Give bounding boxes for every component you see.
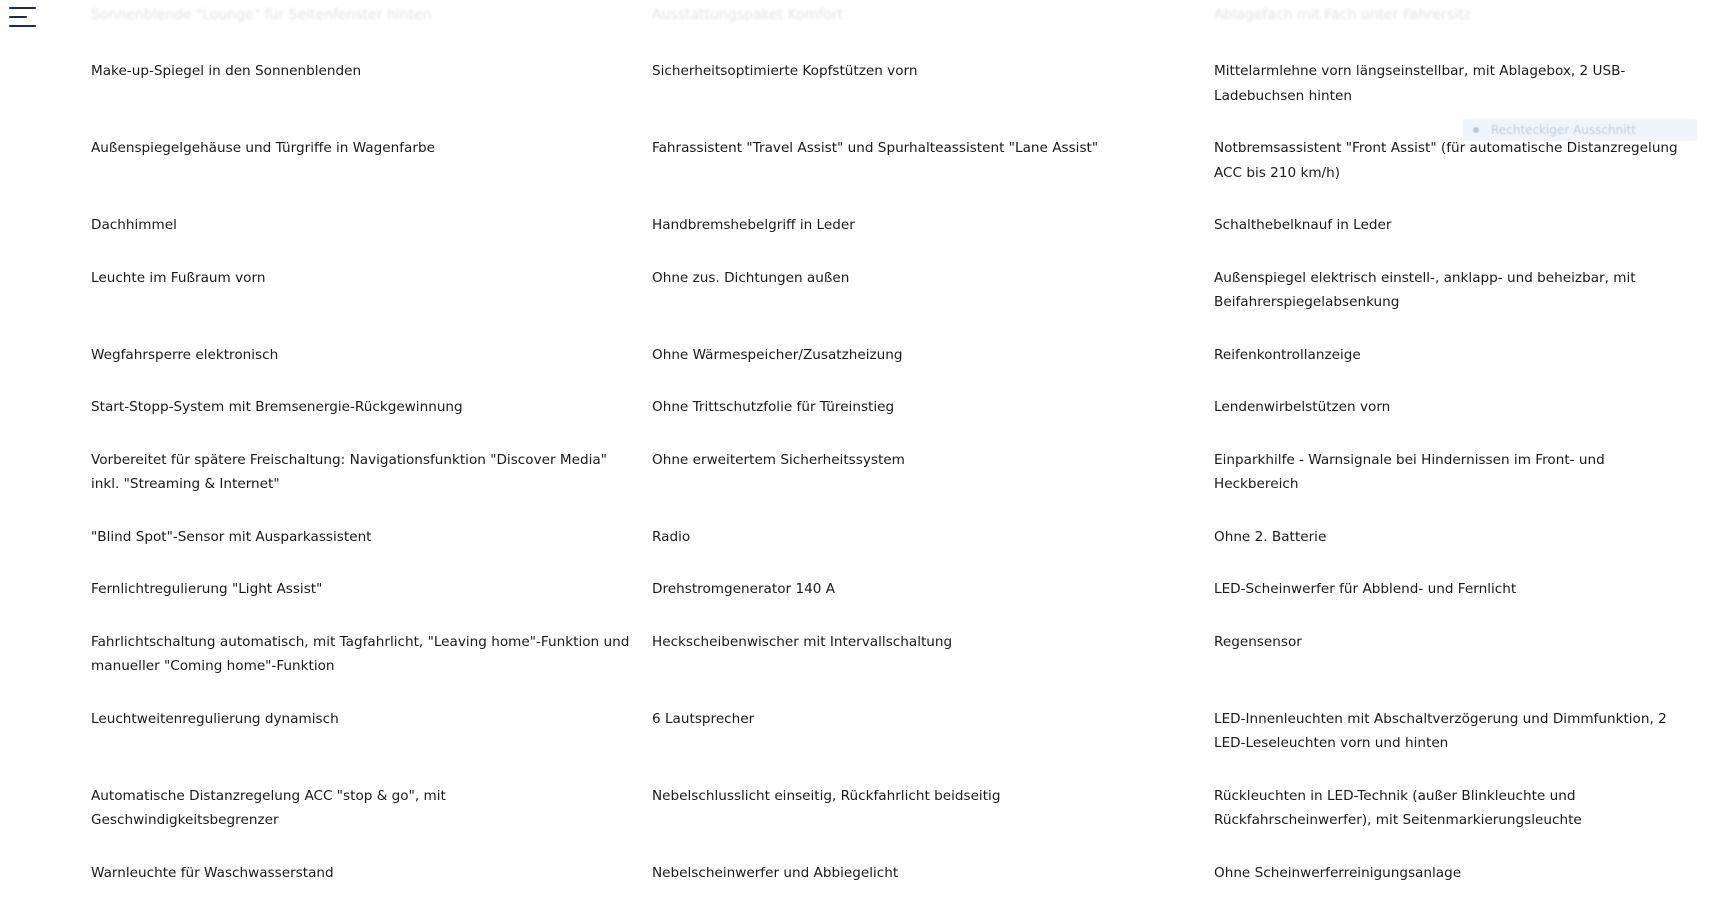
equipment-item: Drehstromgenerator 140 A <box>652 577 1214 630</box>
equipment-row <box>91 343 1691 396</box>
equipment-row <box>91 448 1691 525</box>
equipment-item: Außenspiegel elektrisch einstell-, anklapp- und beheizbar, mit Beifahrerspiegelabsenkung <box>1214 266 1691 343</box>
equipment-item: Fahrassistent "Travel Assist" und Spurhalteassistent "Lane Assist" <box>652 136 1214 213</box>
equipment-item: Dachhimmel <box>91 213 652 266</box>
equipment-item: Leuchtweitenregulierung dynamisch <box>91 707 652 784</box>
equipment-row <box>91 59 1691 136</box>
equipment-row <box>91 577 1691 630</box>
equipment-item: Sicherheitsoptimierte Kopfstützen vorn <box>652 59 1214 136</box>
equipment-item: Regensensor <box>1214 630 1691 707</box>
equipment-item: "Blind Spot"-Sensor mit Ausparkassistent <box>91 525 652 578</box>
equipment-item: Fahrlichtschaltung automatisch, mit Tagfahrlicht, "Leaving home"-Funktion und manueller "Coming home"-Funktion <box>91 630 652 707</box>
equipment-item: LED-Innenleuchten mit Abschaltverzögerung und Dimmfunktion, 2 LED-Leseleuchten vorn und hinten <box>1214 707 1691 784</box>
equipment-item: Schalthebelknauf in Leder <box>1214 213 1691 266</box>
equipment-row <box>91 395 1691 448</box>
equipment-row <box>91 784 1691 861</box>
equipment-item: Start-Stopp-System mit Bremsenergie-Rückgewinnung <box>91 395 652 448</box>
equipment-item: Leuchte im Fußraum vorn <box>91 266 652 343</box>
faded-header-col2: Ausstattungspaket Komfort <box>652 7 843 23</box>
equipment-item: Handbremshebelgriff in Leder <box>652 213 1214 266</box>
equipment-item: Ohne Trittschutzfolie für Türeinstieg <box>652 395 1214 448</box>
equipment-item: Ohne 2. Batterie <box>1214 525 1691 578</box>
equipment-item: Mittelarmlehne vorn längseinstellbar, mit Ablagebox, 2 USB-Ladebuchsen hinten <box>1214 59 1691 136</box>
equipment-item: Nebelschlusslicht einseitig, Rückfahrlicht beidseitig <box>652 784 1214 861</box>
equipment-item: Ohne zus. Dichtungen außen <box>652 266 1214 343</box>
equipment-item: Ohne erweitertem Sicherheitssystem <box>652 448 1214 525</box>
equipment-item: Lendenwirbelstützen vorn <box>1214 395 1691 448</box>
equipment-row <box>91 266 1691 343</box>
equipment-list <box>91 59 1691 913</box>
equipment-item: Wegfahrsperre elektronisch <box>91 343 652 396</box>
equipment-item: Make-up-Spiegel in den Sonnenblenden <box>91 59 652 136</box>
equipment-item: Fernlichtregulierung "Light Assist" <box>91 577 652 630</box>
equipment-item: 6 Lautsprecher <box>652 707 1214 784</box>
equipment-row <box>91 861 1691 913</box>
equipment-row <box>91 525 1691 578</box>
equipment-item: Nebelscheinwerfer und Abbiegelicht <box>652 861 1214 913</box>
equipment-item: Notbremsassistent "Front Assist" (für automatische Distanzregelung ACC bis 210 km/h) <box>1214 136 1691 213</box>
equipment-item: Radio <box>652 525 1214 578</box>
equipment-row <box>91 630 1691 707</box>
equipment-item: Außenspiegelgehäuse und Türgriffe in Wagenfarbe <box>91 136 652 213</box>
equipment-item: Ohne Wärmespeicher/Zusatzheizung <box>652 343 1214 396</box>
equipment-item: Heckscheibenwischer mit Intervallschaltung <box>652 630 1214 707</box>
snip-overlay-label: Rechteckiger Ausschnitt <box>1491 123 1636 137</box>
equipment-item: Automatische Distanzregelung ACC "stop & go", mit Geschwindigkeitsbegrenzer <box>91 784 652 861</box>
equipment-row <box>91 136 1691 213</box>
faded-header-col3: Ablagefach mit Fach unter Fahrersitz <box>1214 7 1471 23</box>
faded-header-col1: Sonnenblende "Lounge" für Seitenfenster hinten <box>91 7 432 23</box>
equipment-item: Einparkhilfe - Warnsignale bei Hindernissen im Front- und Heckbereich <box>1214 448 1691 525</box>
equipment-item: LED-Scheinwerfer für Abblend- und Fernlicht <box>1214 577 1691 630</box>
faded-header-row <box>0 7 1721 27</box>
equipment-item: Ohne Scheinwerferreinigungsanlage <box>1214 861 1691 913</box>
equipment-item: Rückleuchten in LED-Technik (außer Blinkleuchte und Rückfahrscheinwerfer), mit Seitenmarkierungsleuchte <box>1214 784 1691 861</box>
equipment-item: Vorbereitet für spätere Freischaltung: Navigationsfunktion "Discover Media" inkl. "Streaming & Internet" <box>91 448 652 525</box>
equipment-row <box>91 707 1691 784</box>
equipment-item: Warnleuchte für Waschwasserstand <box>91 861 652 913</box>
equipment-item: Reifenkontrollanzeige <box>1214 343 1691 396</box>
equipment-row <box>91 213 1691 266</box>
